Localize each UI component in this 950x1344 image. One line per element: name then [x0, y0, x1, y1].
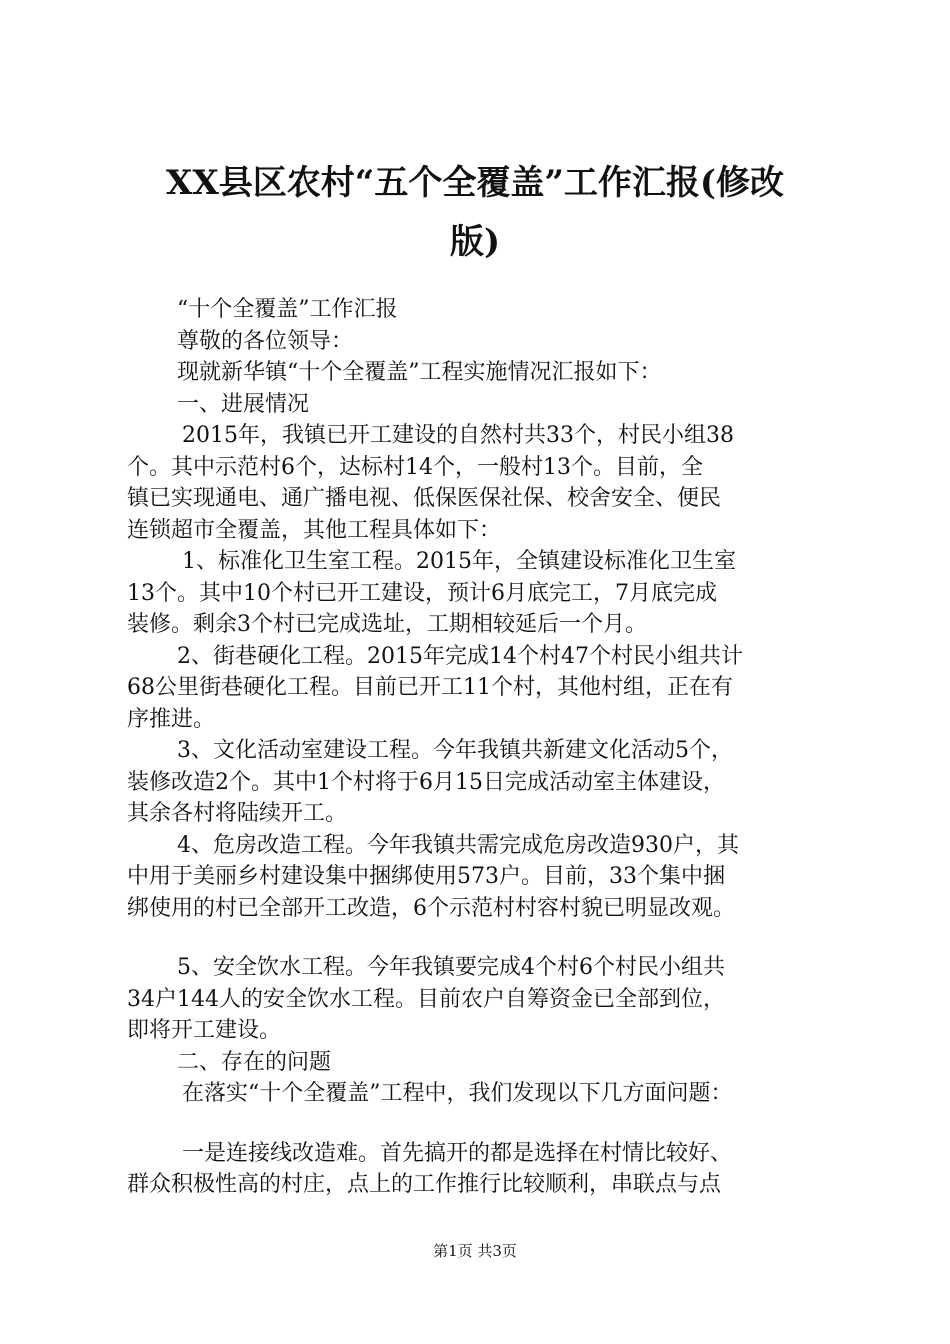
body-line: 5、安全饮水工程。今年我镇要完成4个村6个村民小组共 — [177, 955, 725, 980]
body-line: 34户144人的安全饮水工程。目前农户自筹资金已全部到位， — [127, 986, 725, 1012]
document-body — [127, 294, 862, 1201]
body-line: 3、文化活动室建设工程。今年我镇共新建文化活动5个， — [177, 738, 733, 763]
body-line: 2015年，我镇已开工建设的自然村共33个，村民小组38 — [182, 423, 734, 448]
body-line: 尊敬的各位领导： — [177, 328, 354, 354]
body-line: 装修。剩余3个村已完成选址，工期相较延后一个月。 — [127, 612, 647, 637]
body-line: 个。其中示范村6个，达标村14个，一般村13个。目前，全 — [127, 454, 703, 480]
body-line: 群众积极性高的村庄，点上的工作推行比较顺利，串联点与点 — [127, 1172, 722, 1197]
body-line: 1、标准化卫生室工程。2015年，全镇建设标准化卫生室 — [182, 549, 736, 574]
document-title-line-2: 版) — [449, 222, 501, 262]
body-line: 即将开工建设。 — [127, 1018, 282, 1043]
body-line: 其余各村将陆续开工。 — [127, 801, 348, 826]
body-line: 现就新华镇“十个全覆盖”工程实施情况汇报如下： — [177, 360, 662, 385]
body-line: 4、危房改造工程。今年我镇共需完成危房改造930户，其 — [177, 832, 739, 858]
body-line: 装修改造2个。其中1个村将于6月15日完成活动室主体建设， — [127, 769, 725, 795]
body-line: 一是连接线改造难。首先搞开的都是选择在村情比较好、 — [182, 1140, 733, 1166]
paragraph-gap — [127, 924, 862, 952]
paragraph-gap — [127, 1110, 862, 1138]
body-line: 序推进。 — [127, 706, 216, 732]
body-line: 中用于美丽乡村建设集中捆绑使用573户。目前，33个集中捆 — [127, 864, 725, 889]
body-line: 镇已实现通电、通广播电视、低保医保社保、校舍安全、便民 — [127, 486, 722, 511]
section-heading: 一、进展情况 — [177, 391, 310, 417]
body-line: 在落实“十个全覆盖”工程中，我们发现以下几方面问题： — [182, 1081, 733, 1106]
body-line: 68公里街巷硬化工程。目前已开工11个村，其他村组，正在有 — [127, 675, 733, 700]
body-line: 连锁超市全覆盖，其他工程具体如下： — [127, 517, 502, 543]
body-line: 2、街巷硬化工程。2015年完成14个村47个村民小组共计 — [177, 643, 743, 669]
body-line: “十个全覆盖”工作汇报 — [177, 297, 398, 322]
body-line: 绑使用的村已全部开工改造，6个示范村村容村貌已明显改观。 — [127, 895, 735, 921]
body-line: 13个。其中10个村已开工建设，预计6月底完工，7月底完成 — [127, 580, 717, 606]
document-title-line-1: XX县区农村“五个全覆盖”工作汇报(修改 — [166, 163, 784, 203]
page-number-footer: 第1页 共3页 — [433, 1242, 517, 1260]
section-heading: 二、存在的问题 — [177, 1049, 332, 1075]
